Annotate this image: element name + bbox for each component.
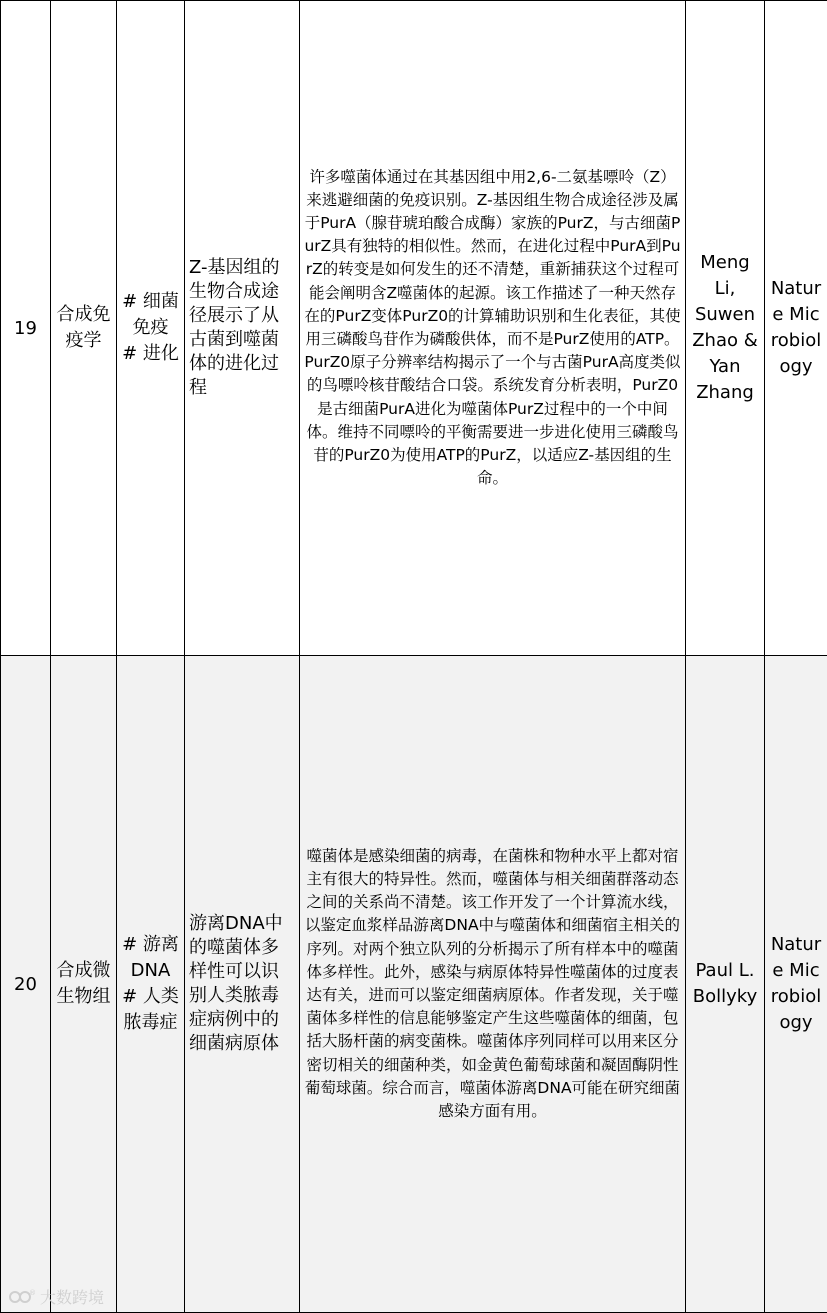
journal-cell: Nature Microbiology [765, 1, 827, 656]
svg-text:®: ® [29, 1289, 36, 1297]
tags-cell: # 细菌 免疫 # 进化 [117, 1, 185, 656]
abstract-cell: 噬菌体是感染细菌的病毒，在菌株和物种水平上都对宿主有很大的特异性。然而，噬菌体与相关细菌群落动态之间的关系尚不清楚。该工作开发了一个计算流水线，以鉴定血浆样品游离DNA中与噬菌体和细菌宿主相关的序列。对两个独立队列的分析揭示了所有样本中的噬菌体多样性。此外，感染与病原体特异性噬菌体的过度表达有关，进而可以鉴定细菌病原体。作者发现，关于噬菌体多样性的信息能够鉴定产生这些噬菌体的细菌，包括大肠杆菌的病变菌株。噬菌体序列同样可以用来区分密切相关的细菌种类，如金黄色葡萄球菌和凝固酶阴性葡萄球菌。综合而言，噬菌体游离DNA可能在研究细菌感染方面有用。 [300, 656, 686, 1313]
watermark [8, 1285, 104, 1308]
field-cell: 合成微 生物组 [51, 656, 117, 1313]
row-number: 20 [1, 656, 51, 1313]
table-row [1, 656, 827, 1313]
table-row [1, 1, 827, 656]
title-cell: Z-基因组的生物合成途径展示了从古菌到噬菌体的进化过程 [185, 1, 300, 656]
authors-cell: Meng Li, Suwen Zhao & Yan Zhang [686, 1, 765, 656]
journal-cell: Nature Microbiology [765, 656, 827, 1313]
authors-cell: Paul L. Bollyky [686, 656, 765, 1313]
row-number: 19 [1, 1, 51, 656]
logo-icon [8, 1288, 36, 1306]
field-cell: 合成免 疫学 [51, 1, 117, 656]
tags-cell: # 游离 DNA # 人类 脓毒症 [117, 656, 185, 1313]
watermark-text: 大数跨境 [40, 1285, 104, 1308]
abstract-cell: 许多噬菌体通过在其基因组中用2,6-二氨基嘌呤（Z）来逃避细菌的免疫识别。Z-基因组生物合成途径涉及属于PurA（腺苷琥珀酸合成酶）家族的PurZ，与古细菌PurZ具有独特的相似性。然而，在进化过程中PurA到PurZ的转变是如何发生的还不清楚，重新捕获这个过程可能会阐明含Z噬菌体的起源。该工作描述了一种天然存在的PurZ变体PurZ0的计算辅助识别和生化表征，其使用三磷酸鸟苷作为磷酸供体，而不是PurZ使用的ATP。PurZ0原子分辨率结构揭示了一个与古菌PurA高度类似的鸟嘌呤核苷酸结合口袋。系统发育分析表明，PurZ0是古细菌PurA进化为噬菌体PurZ过程中的一个中间体。维持不同嘌呤的平衡需要进一步进化使用三磷酸鸟苷的PurZ0为使用ATP的PurZ，以适应Z-基因组的生命。 [300, 1, 686, 656]
title-cell: 游离DNA中的噬菌体多样性可以识别人类脓毒症病例中的细菌病原体 [185, 656, 300, 1313]
